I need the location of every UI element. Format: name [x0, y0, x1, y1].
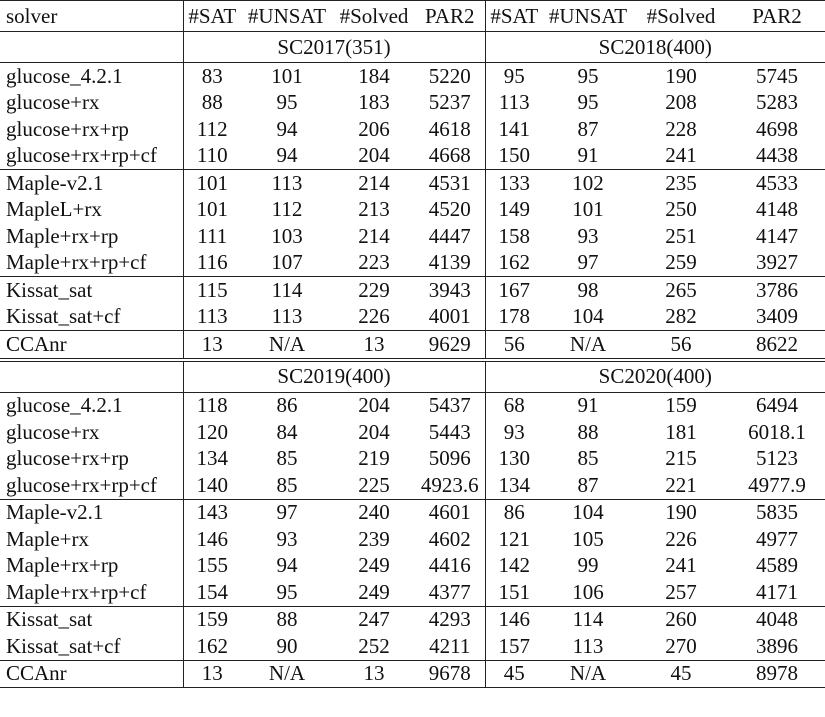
par2-cell-right: 4977.9: [729, 472, 825, 499]
solver-name-cell: Maple+rx: [0, 526, 183, 553]
unsat-cell-right: 87: [543, 472, 633, 499]
unsat-cell-left: 103: [271, 223, 303, 248]
sat-cell-left: 159: [196, 607, 228, 632]
solver-name-cell: glucose_4.2.1: [0, 63, 183, 90]
solved-cell-left: 183: [358, 90, 390, 115]
table-row: [0, 633, 825, 660]
par2-cell-left: 4447: [415, 223, 485, 250]
solver-name-cell: Kissat_sat+cf: [0, 304, 183, 331]
solver-name-cell: glucose+rx+rp: [0, 116, 183, 143]
sat-cell-right: 56: [485, 331, 543, 360]
unsat-column-header: #UNSAT: [241, 1, 333, 32]
par2-cell-right: 3927: [729, 250, 825, 277]
header-row: [0, 1, 825, 32]
unsat-cell-left: 94: [276, 116, 298, 141]
table-row: [0, 499, 825, 526]
sat-cell-right: 158: [498, 223, 530, 248]
sat-cell-right: 86: [503, 500, 525, 525]
unsat-cell-right: 85: [577, 446, 599, 471]
sat-cell-right: 157: [485, 633, 543, 660]
sat-cell-left: 140: [183, 472, 241, 499]
par2-cell-left: 4293: [415, 606, 485, 633]
table-row: [0, 170, 825, 197]
unsat-cell-right: 102: [572, 170, 604, 195]
solved-cell-right: 45: [633, 660, 729, 688]
solved-cell-right: 241: [633, 143, 729, 170]
par2-cell-right: 5835: [756, 500, 798, 525]
sat-cell-left: 143: [196, 500, 228, 525]
table-row: [0, 63, 825, 90]
table-row: [0, 579, 825, 606]
solved-cell-right: 257: [633, 579, 729, 606]
solved-cell-left: 13: [333, 331, 415, 360]
solved-cell-left: 226: [333, 304, 415, 331]
solved-cell-left: 223: [333, 250, 415, 277]
table-row: [0, 197, 825, 224]
unsat-cell-left: 101: [271, 63, 303, 88]
solved-cell-right: 56: [633, 331, 729, 360]
par2-cell-left: 4001: [415, 304, 485, 331]
solved-cell-right: 159: [665, 393, 697, 418]
unsat-cell-right: 113: [543, 633, 633, 660]
table-row: [0, 331, 825, 360]
solver-name-cell: Kissat_sat+cf: [0, 633, 183, 660]
solved-cell-left: 214: [358, 170, 390, 195]
unsat-cell-left: 94: [241, 143, 333, 170]
solved-cell-left: 225: [333, 472, 415, 499]
solved-cell-right: 181: [665, 419, 697, 444]
unsat-cell-left: 95: [276, 90, 298, 115]
solved-cell-left: 249: [333, 579, 415, 606]
solver-name-cell: glucose+rx+rp: [0, 446, 183, 473]
unsat-cell-right: 114: [572, 607, 604, 632]
unsat-cell-left: 112: [271, 197, 303, 222]
par2-cell-right: 5123: [756, 446, 798, 471]
par2-cell-left: 4211: [415, 633, 485, 660]
unsat-cell-left: 90: [241, 633, 333, 660]
unsat-cell-right: N/A: [543, 331, 633, 360]
unsat-cell-right: 95: [577, 90, 599, 115]
solver-name-cell: Maple+rx+rp: [0, 553, 183, 580]
table-row: [0, 143, 825, 170]
solved-cell-left: 204: [358, 419, 390, 444]
unsat-cell-right: 104: [572, 500, 604, 525]
unsat-cell-left: 93: [276, 526, 298, 551]
unsat-cell-left: 85: [241, 472, 333, 499]
sat-cell-left: 101: [196, 197, 228, 222]
solved-cell-left: 213: [358, 197, 390, 222]
unsat-cell-right: 106: [543, 579, 633, 606]
sat-cell-right: 151: [485, 579, 543, 606]
par2-cell-left: 4520: [415, 197, 485, 224]
solved-cell-right: 215: [665, 446, 697, 471]
sat-cell-left: 146: [196, 526, 228, 551]
sat-cell-left: 115: [196, 277, 228, 302]
solver-column-header: solver: [0, 1, 183, 32]
sat-cell-left: 13: [183, 331, 241, 360]
section-title-left: SC2019(400): [183, 360, 485, 393]
table-row: [0, 472, 825, 499]
par2-cell-right: 3786: [756, 277, 798, 302]
solver-name-cell: MapleL+rx: [0, 197, 183, 224]
sat-cell-right: 167: [498, 277, 530, 302]
table-row: [0, 116, 825, 143]
sat-cell-left: 83: [201, 63, 223, 88]
solver-name-cell: glucose+rx+rp+cf: [0, 143, 183, 170]
unsat-cell-left: 85: [276, 446, 298, 471]
par2-cell-left: 5437: [415, 392, 485, 419]
solver-name-cell: glucose+rx: [0, 419, 183, 446]
solved-cell-right: 228: [665, 116, 697, 141]
par2-cell-left: 5096: [415, 446, 485, 473]
par2-cell-right: 4589: [756, 553, 798, 578]
sat-cell-left: 155: [196, 553, 228, 578]
par2-cell-left: 4602: [415, 526, 485, 553]
unsat-cell-right: 98: [577, 277, 599, 302]
par2-cell-right: 4533: [756, 170, 798, 195]
par2-cell-right: 3409: [729, 304, 825, 331]
table-row: [0, 446, 825, 473]
solved-cell-right: 190: [665, 63, 697, 88]
solved-cell-right: 235: [665, 170, 697, 195]
solved-cell-right: 221: [633, 472, 729, 499]
par2-cell-right: 4438: [729, 143, 825, 170]
solver-name-cell: glucose+rx: [0, 90, 183, 117]
sat-cell-left: 134: [196, 446, 228, 471]
solved-cell-left: 206: [358, 116, 390, 141]
sat-cell-right: 133: [498, 170, 530, 195]
sat-cell-left: 88: [201, 90, 223, 115]
solved-cell-left: 13: [333, 660, 415, 688]
unsat-cell-right: 88: [577, 419, 599, 444]
solved-cell-left: 184: [358, 63, 390, 88]
unsat-cell-left: 94: [276, 553, 298, 578]
solved-cell-right: 282: [633, 304, 729, 331]
section-title-right: SC2018(400): [485, 32, 825, 63]
sat-cell-left: 112: [196, 116, 228, 141]
solved-cell-left: 214: [358, 223, 390, 248]
unsat-cell-right: 91: [577, 393, 599, 418]
sat-cell-left: 118: [196, 393, 228, 418]
sat-cell-right: 130: [498, 446, 530, 471]
solved-cell-right: 260: [665, 607, 697, 632]
unsat-cell-left: N/A: [241, 331, 333, 360]
solver-name-cell: Maple-v2.1: [0, 170, 183, 197]
solved-cell-left: 247: [358, 607, 390, 632]
sat-cell-right: 150: [485, 143, 543, 170]
solved-cell-left: 252: [333, 633, 415, 660]
unsat-cell-right: 91: [543, 143, 633, 170]
unsat-cell-left: 88: [276, 607, 298, 632]
unsat-cell-right: 93: [577, 223, 599, 248]
solver-name-cell: Maple+rx+rp+cf: [0, 579, 183, 606]
table-row: [0, 392, 825, 419]
sat-cell-left: 120: [196, 419, 228, 444]
solved-cell-left: 240: [358, 500, 390, 525]
unsat-cell-right: 95: [577, 63, 599, 88]
table-row: [0, 223, 825, 250]
sat-cell-right: 142: [498, 553, 530, 578]
par2-cell-left: 5443: [415, 419, 485, 446]
sat-cell-left: 154: [183, 579, 241, 606]
sat-cell-left: 13: [183, 660, 241, 688]
solved-cell-left: 219: [358, 446, 390, 471]
par2-cell-left: 4531: [415, 170, 485, 197]
table-row: [0, 250, 825, 277]
unsat-cell-right: 101: [572, 197, 604, 222]
par2-cell-left: 4923.6: [415, 472, 485, 499]
table-row: [0, 660, 825, 688]
table-row: [0, 304, 825, 331]
par2-cell-right: 6494: [756, 393, 798, 418]
section-title-row: [0, 360, 825, 393]
table-row: [0, 526, 825, 553]
solved-cell-left: 204: [333, 143, 415, 170]
unsat-cell-right: 104: [543, 304, 633, 331]
par2-cell-left: 9678: [415, 660, 485, 688]
section-title-left: SC2017(351): [183, 32, 485, 63]
par2-cell-right: 8622: [729, 331, 825, 360]
sat-cell-right: 149: [498, 197, 530, 222]
par2-cell-right: 4147: [756, 223, 798, 248]
sat-cell-left: 101: [196, 170, 228, 195]
par2-cell-left: 4139: [415, 250, 485, 277]
unsat-cell-left: N/A: [241, 660, 333, 688]
unsat-cell-right: 99: [577, 553, 599, 578]
solver-name-cell: Maple+rx+rp+cf: [0, 250, 183, 277]
par2-cell-left: 4668: [415, 143, 485, 170]
sat-cell-right: 134: [485, 472, 543, 499]
par2-cell-left: 5237: [415, 90, 485, 117]
sat-cell-right: 95: [503, 63, 525, 88]
par2-cell-right: 4148: [756, 197, 798, 222]
solver-name-cell: Kissat_sat: [0, 606, 183, 633]
sat-column-header: #SAT: [485, 1, 543, 32]
unsat-cell-left: 97: [276, 500, 298, 525]
par2-cell-left: 3943: [415, 277, 485, 304]
par2-cell-right: 3896: [729, 633, 825, 660]
sat-cell-right: 113: [498, 90, 530, 115]
unsat-column-header: #UNSAT: [543, 1, 633, 32]
unsat-cell-left: 107: [241, 250, 333, 277]
table-row: [0, 90, 825, 117]
solved-cell-right: 251: [665, 223, 697, 248]
sat-cell-left: 162: [183, 633, 241, 660]
sat-cell-right: 93: [503, 419, 525, 444]
solved-cell-left: 239: [358, 526, 390, 551]
par2-cell-right: 4977: [756, 526, 798, 551]
solver-name-cell: glucose_4.2.1: [0, 392, 183, 419]
solver-name-cell: glucose+rx+rp+cf: [0, 472, 183, 499]
par2-column-header: PAR2: [729, 1, 825, 32]
sat-column-header: #SAT: [183, 1, 241, 32]
solver-name-cell: Maple+rx+rp: [0, 223, 183, 250]
sat-cell-right: 121: [498, 526, 530, 551]
unsat-cell-left: 113: [241, 304, 333, 331]
par2-cell-right: 6018.1: [748, 419, 806, 444]
unsat-cell-left: 84: [276, 419, 298, 444]
par2-cell-right: 4048: [756, 607, 798, 632]
solver-name-cell: Maple-v2.1: [0, 499, 183, 526]
par2-cell-right: 5283: [756, 90, 798, 115]
sat-cell-left: 111: [197, 223, 228, 248]
unsat-cell-right: 105: [572, 526, 604, 551]
solved-cell-right: 265: [665, 277, 697, 302]
section-title-row: [0, 32, 825, 63]
unsat-cell-left: 113: [271, 170, 303, 195]
solved-cell-left: 249: [358, 553, 390, 578]
unsat-cell-left: 114: [271, 277, 303, 302]
table-row: [0, 419, 825, 446]
sat-cell-left: 116: [183, 250, 241, 277]
par2-cell-right: 4698: [756, 116, 798, 141]
par2-cell-left: 4601: [415, 499, 485, 526]
solved-cell-left: 204: [358, 393, 390, 418]
solver-name-cell: Kissat_sat: [0, 277, 183, 304]
unsat-cell-left: 95: [241, 579, 333, 606]
par2-cell-left: 4377: [415, 579, 485, 606]
table-row: [0, 277, 825, 304]
sat-cell-right: 146: [498, 607, 530, 632]
solved-column-header: #Solved: [633, 1, 729, 32]
solved-cell-right: 226: [665, 526, 697, 551]
unsat-cell-right: 97: [543, 250, 633, 277]
sat-cell-right: 162: [485, 250, 543, 277]
par2-cell-left: 4618: [415, 116, 485, 143]
section-title-right: SC2020(400): [485, 360, 825, 393]
solved-cell-right: 190: [665, 500, 697, 525]
sat-cell-right: 141: [498, 116, 530, 141]
solved-column-header: #Solved: [333, 1, 415, 32]
par2-cell-left: 5220: [415, 63, 485, 90]
par2-cell-right: 8978: [729, 660, 825, 688]
solved-cell-right: 259: [633, 250, 729, 277]
section-title-spacer: [0, 32, 183, 63]
par2-cell-left: 9629: [415, 331, 485, 360]
solved-cell-right: 208: [665, 90, 697, 115]
solver-name-cell: CCAnr: [0, 331, 183, 360]
par2-column-header: PAR2: [415, 1, 485, 32]
sat-cell-right: 68: [503, 393, 525, 418]
unsat-cell-left: 86: [276, 393, 298, 418]
solved-cell-left: 229: [358, 277, 390, 302]
sat-cell-right: 45: [485, 660, 543, 688]
sat-cell-right: 178: [485, 304, 543, 331]
table-row: [0, 553, 825, 580]
section-title-spacer: [0, 360, 183, 393]
solved-cell-right: 270: [633, 633, 729, 660]
sat-cell-left: 110: [183, 143, 241, 170]
unsat-cell-right: N/A: [543, 660, 633, 688]
table-row: [0, 606, 825, 633]
par2-cell-right: 5745: [756, 63, 798, 88]
solved-cell-right: 250: [665, 197, 697, 222]
solved-cell-right: 241: [665, 553, 697, 578]
solver-name-cell: CCAnr: [0, 660, 183, 688]
sat-cell-left: 113: [183, 304, 241, 331]
par2-cell-right: 4171: [729, 579, 825, 606]
unsat-cell-right: 87: [577, 116, 599, 141]
par2-cell-left: 4416: [415, 553, 485, 580]
